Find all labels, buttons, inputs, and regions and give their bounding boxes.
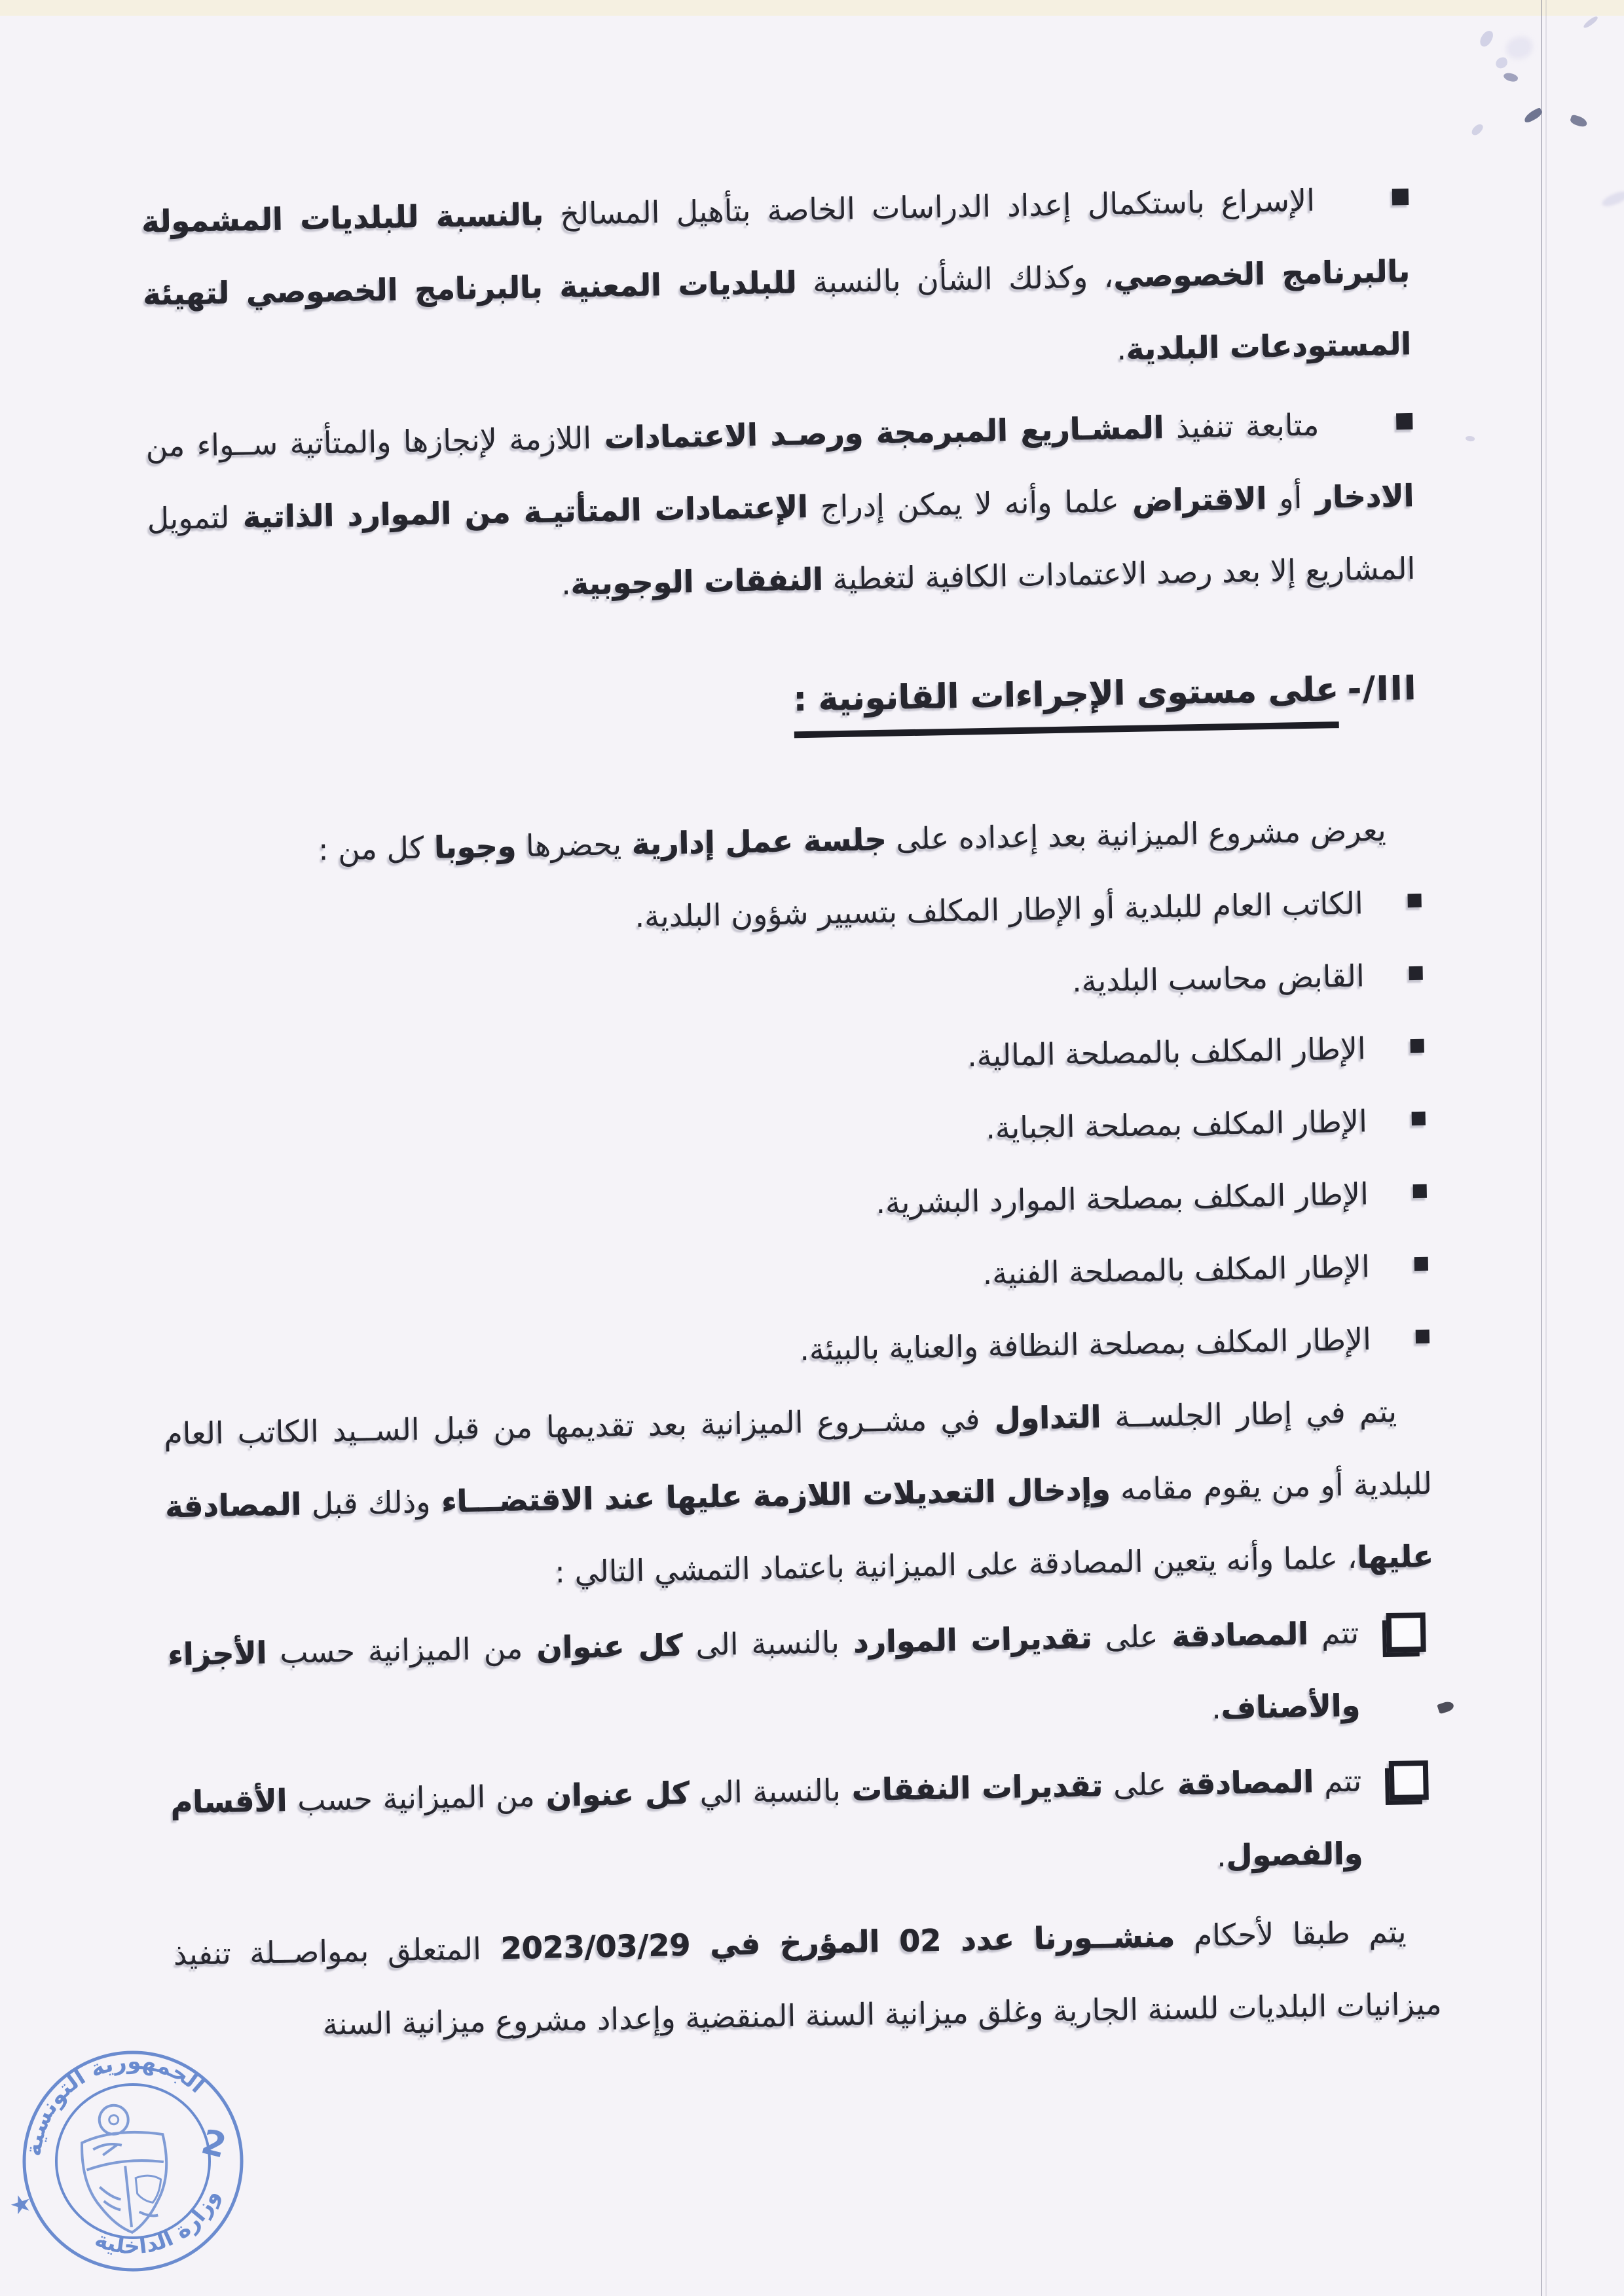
bullet-paragraph-text: الإسراع باستكمال إعداد الدراسات الخاصة بتأهيل المسالخ بالنسبة للبلديات المشمولة بالبرنامج الخصوصي، وكذلك الشأن بالنسبة للبلديات المعنية بالبرنامج الخصوصي لتهيئة المستودعات البلدية. bbox=[141, 182, 1412, 367]
stamp-top-arc-text: الجمهورية التونسية bbox=[20, 2048, 210, 2158]
approval-item-text: تتم المصادقة على تقديرات النفقات بالنسبة الي كل عنوان من الميزانية حسب الأقسام والفصول. bbox=[170, 1762, 1363, 1874]
document-body bbox=[141, 162, 1442, 2064]
bullet-tab-space bbox=[1370, 1275, 1414, 1277]
attendee-label: الكاتب العام للبلدية أو الإطار المكلف بتسيير شؤون البلدية. bbox=[635, 885, 1364, 934]
square-bullet-icon bbox=[1411, 1039, 1424, 1053]
attendee-label: الإطار المكلف بمصلحة الموارد البشرية. bbox=[875, 1176, 1369, 1221]
stamp-star-icon: ★ bbox=[5, 2187, 36, 2222]
scan-speck-artifact bbox=[1569, 114, 1588, 128]
section-heading-legal-procedures bbox=[150, 668, 1418, 750]
scan-speck-artifact bbox=[1478, 29, 1494, 48]
scanner-edge-strip-artifact bbox=[0, 0, 1624, 16]
scan-speck-artifact bbox=[1582, 15, 1599, 29]
intro-paragraph-text: يعرض مشروع الميزانية بعد إعداده على جلسة عمل إدارية يحضرها وجوبا كل من : bbox=[318, 812, 1387, 867]
bullet-tab-space bbox=[1369, 1203, 1413, 1204]
bullet-tab-space bbox=[1366, 1057, 1411, 1059]
square-bullet-icon bbox=[1414, 1257, 1428, 1271]
scan-speck-artifact bbox=[1470, 122, 1485, 137]
vertical-scan-line-artifact bbox=[1541, 0, 1542, 2296]
attendee-label: الإطار المكلف بمصلحة النظافة والعناية بالبيئة. bbox=[799, 1321, 1372, 1368]
scan-speck-artifact bbox=[1494, 56, 1509, 69]
bullet-tab-space bbox=[1363, 912, 1408, 913]
attendees-list bbox=[154, 866, 1430, 1398]
scan-speck-artifact bbox=[1465, 435, 1475, 443]
ministry-interior-official-stamp bbox=[0, 2027, 275, 2296]
square-bullet-icon bbox=[1413, 1184, 1427, 1198]
checkbox-icon bbox=[1386, 1613, 1426, 1652]
attendee-label: القابض محاسب البلدية. bbox=[1071, 958, 1365, 999]
scan-speck-artifact bbox=[1503, 71, 1519, 84]
approval-item-resources bbox=[167, 1595, 1437, 1764]
scan-speck-artifact bbox=[1506, 37, 1532, 59]
approval-item-text: تتم المصادقة على تقديرات الموارد بالنسبة الى كل عنوان من الميزانية حسب الأجزاء والأصناف. bbox=[167, 1614, 1361, 1726]
closing-paragraph-text: يتم طبقا لأحكام منشــورنا عدد 02 المؤرخ في 2023/03/29 المتعلق بمواصــلة تنفيذ ميزانيات البلديات للسنة الجارية وغلق ميزانية السنة المنقضية وإعداد مشروع ميزانية السنة bbox=[173, 1914, 1443, 2042]
bullet-paragraph-text: متابعة تنفيذ المشـاريع المبرمجة ورصـد الاعتمادات اللازمة لإنجازها والمتأتية ســواء من الادخار أو الاقتراض علما وأنه لا يمكن إدراج الإعتمادات المتأتيـة من الموارد الذاتية لتمويل المشاريع إلا بعد رصد الاعتمادات الكافية لتغطية النفقات الوجوبية. bbox=[145, 407, 1416, 602]
attendee-label: الإطار المكلف بمصلحة الجباية. bbox=[985, 1103, 1368, 1146]
bullet-paragraph-project-followup bbox=[145, 387, 1416, 628]
bullet-tab-space bbox=[1367, 1130, 1412, 1131]
square-bullet-icon bbox=[1396, 413, 1412, 429]
coat-of-arms-icon bbox=[77, 2100, 174, 2236]
deliberation-paragraph bbox=[163, 1375, 1434, 1616]
stamp-bottom-arc-text: وزارة الداخلية bbox=[91, 2185, 225, 2260]
bullet-paragraph-slaughterhouse-studies bbox=[141, 162, 1412, 403]
bullet-tab-space bbox=[1320, 433, 1397, 435]
attendee-label: الإطار المكلف بالمصلحة الفنية. bbox=[982, 1248, 1371, 1292]
section-numeral: III/- bbox=[1347, 668, 1418, 709]
bullet-tab-space bbox=[1365, 985, 1409, 986]
bullet-tab-space bbox=[1315, 208, 1392, 210]
square-bullet-icon bbox=[1409, 966, 1423, 980]
scan-speck-artifact bbox=[1600, 189, 1624, 208]
bullet-tab-space bbox=[1371, 1348, 1416, 1349]
attendee-label: الإطار المكلف بالمصلحة المالية. bbox=[967, 1030, 1367, 1074]
square-bullet-icon bbox=[1407, 894, 1421, 907]
ink-blot-artifact bbox=[1437, 1700, 1454, 1715]
closing-paragraph bbox=[173, 1895, 1443, 2064]
approval-item-expenses bbox=[170, 1743, 1440, 1912]
square-bullet-icon bbox=[1412, 1112, 1426, 1125]
stamp-number: 2 bbox=[197, 2122, 231, 2166]
square-bullet-icon bbox=[1392, 189, 1409, 205]
checkbox-icon bbox=[1389, 1760, 1429, 1800]
deliberation-paragraph-text: يتم في إطار الجلســة التداول في مشــروع الميزانية بعد تقديمها من قبل الســيد الكاتب العام للبلدية أو من يقوم مقامه وإدخال التعديلات اللازمة عليها عند الاقتضـــاء وذلك قبل المصادقة عليها، علما وأنه يتعين المصادقة على الميزانية باعتماد التمشي التالي : bbox=[163, 1393, 1434, 1590]
square-bullet-icon bbox=[1416, 1330, 1430, 1343]
section-heading-text: على مستوى الإجراءات القانونية : bbox=[793, 669, 1339, 738]
